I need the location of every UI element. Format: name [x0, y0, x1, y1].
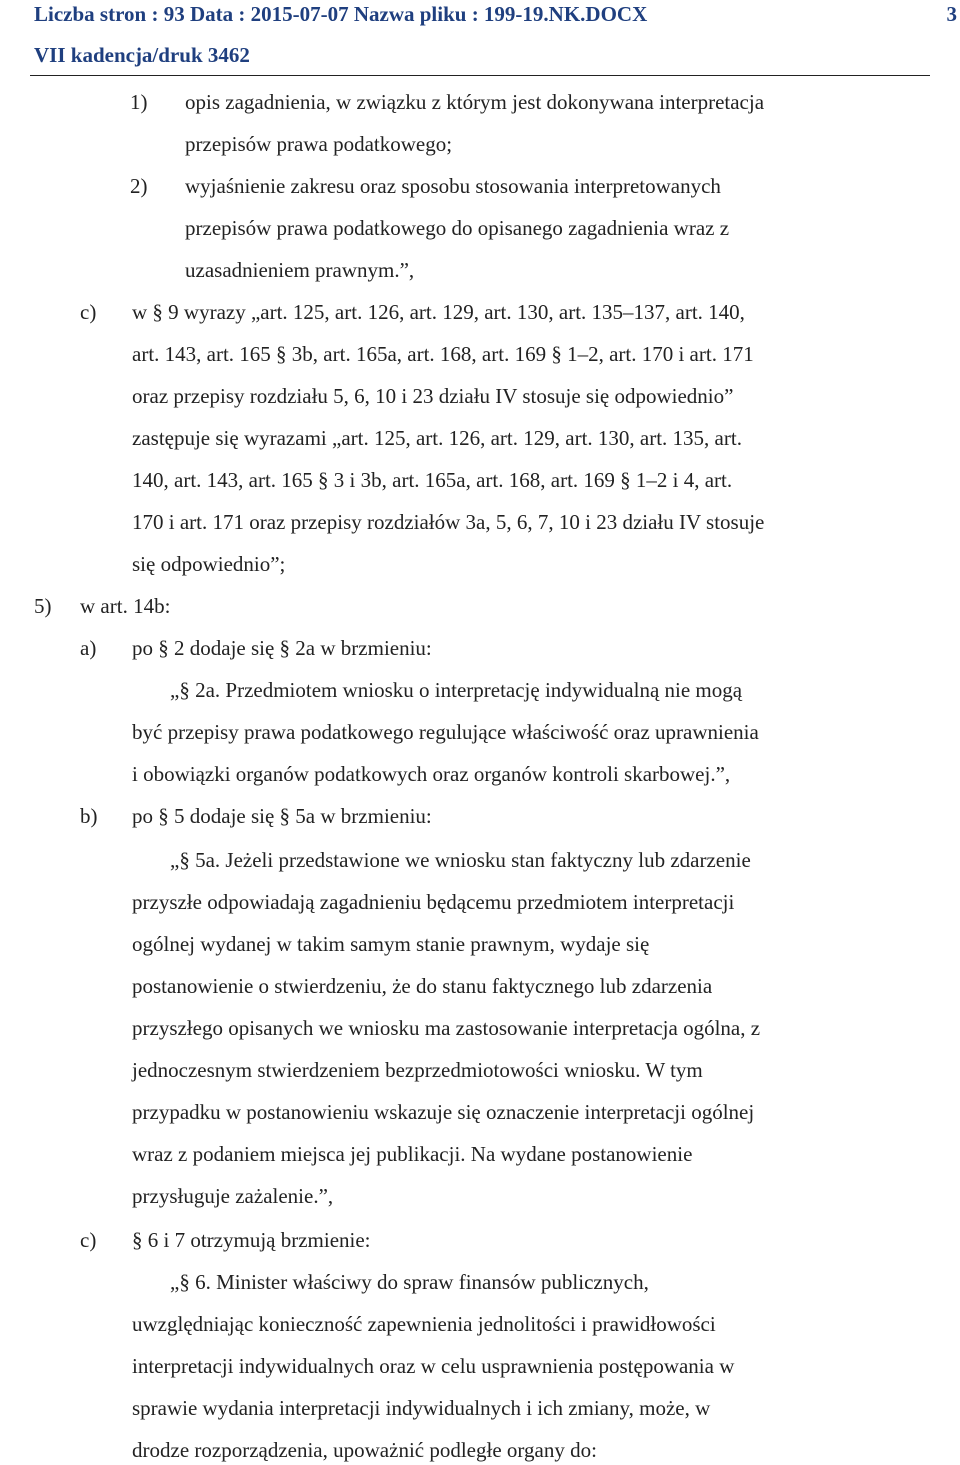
text-line: art. 143, art. 165 § 3b, art. 165a, art. 168, art. 169 § 1–2, art. 170 i art. 171 — [132, 342, 754, 366]
text-line: 140, art. 143, art. 165 § 3 i 3b, art. 165a, art. 168, art. 169 § 1–2 i 4, art. — [132, 468, 733, 492]
text-line: jednoczesnym stwierdzeniem bezprzedmiotowości wniosku. W tym — [132, 1058, 703, 1082]
document-print-number: VII kadencja/druk 3462 — [34, 43, 250, 67]
text-line: przepisów prawa podatkowego do opisanego zagadnienia wraz z — [185, 216, 730, 240]
page-number: 3 — [946, 2, 957, 26]
text-line: przyszłego opisanych we wniosku ma zastosowanie interpretacja ogólna, z — [132, 1016, 761, 1040]
text-line: ogólnej wydanej w takim samym stanie prawnym, wydaje się — [132, 932, 650, 956]
text-line: „§ 6. Minister właściwy do spraw finansów publicznych, — [170, 1270, 649, 1294]
list-label: b) — [80, 804, 98, 828]
text-line: oraz przepisy rozdziału 5, 6, 10 i 23 działu IV stosuje się odpowiednio” — [132, 384, 734, 408]
text-line: się odpowiednio”; — [132, 552, 286, 576]
text-line: § 6 i 7 otrzymują brzmienie: — [132, 1228, 371, 1252]
header-divider — [30, 75, 930, 76]
text-line: przyszłe odpowiadają zagadnieniu będącemu przedmiotem interpretacji — [132, 890, 735, 914]
text-line: uzasadnieniem prawnym.”, — [185, 258, 415, 282]
list-label: 1) — [130, 90, 148, 114]
text-line: zastępuje się wyrazami „art. 125, art. 126, art. 129, art. 130, art. 135, art. — [132, 426, 742, 450]
text-line: postanowienie o stwierdzeniu, że do stanu faktycznego lub zdarzenia — [132, 974, 713, 998]
text-line: w art. 14b: — [80, 594, 171, 618]
list-label: c) — [80, 300, 97, 324]
text-line: „§ 5a. Jeżeli przedstawione we wniosku stan faktyczny lub zdarzenie — [170, 848, 751, 872]
text-line: po § 2 dodaje się § 2a w brzmieniu: — [132, 636, 432, 660]
list-label: c) — [80, 1228, 97, 1252]
text-line: „§ 2a. Przedmiotem wniosku o interpretację indywidualną nie mogą — [170, 678, 743, 702]
text-line: sprawie wydania interpretacji indywidualnych i ich zmiany, może, w — [132, 1396, 711, 1420]
text-line: przypadku w postanowieniu wskazuje się oznaczenie interpretacji ogólnej — [132, 1100, 755, 1124]
text-line: interpretacji indywidualnych oraz w celu usprawnienia postępowania w — [132, 1354, 735, 1378]
list-label: a) — [80, 636, 97, 660]
text-line: po § 5 dodaje się § 5a w brzmieniu: — [132, 804, 432, 828]
text-line: wraz z podaniem miejsca jej publikacji. Na wydane postanowienie — [132, 1142, 693, 1166]
text-line: opis zagadnienia, w związku z którym jest dokonywana interpretacja — [185, 90, 765, 114]
list-label: 2) — [130, 174, 148, 198]
text-line: uwzględniając konieczność zapewnienia jednolitości i prawidłowości — [132, 1312, 716, 1336]
document-metadata-line: Liczba stron : 93 Data : 2015-07-07 Nazwa pliku : 199-19.NK.DOCX — [34, 2, 648, 26]
list-label: 5) — [34, 594, 52, 618]
text-line: być przepisy prawa podatkowego regulujące właściwość oraz uprawnienia — [132, 720, 759, 744]
text-line: w § 9 wyrazy „art. 125, art. 126, art. 129, art. 130, art. 135–137, art. 140, — [132, 300, 745, 324]
text-line: przysługuje zażalenie.”, — [132, 1184, 334, 1208]
text-line: 170 i art. 171 oraz przepisy rozdziałów 3a, 5, 6, 7, 10 i 23 działu IV stosuje — [132, 510, 765, 534]
text-line: drodze rozporządzenia, upoważnić podległe organy do: — [132, 1438, 597, 1462]
text-line: przepisów prawa podatkowego; — [185, 132, 453, 156]
text-line: i obowiązki organów podatkowych oraz organów kontroli skarbowej.”, — [132, 762, 731, 786]
text-line: wyjaśnienie zakresu oraz sposobu stosowania interpretowanych — [185, 174, 721, 198]
